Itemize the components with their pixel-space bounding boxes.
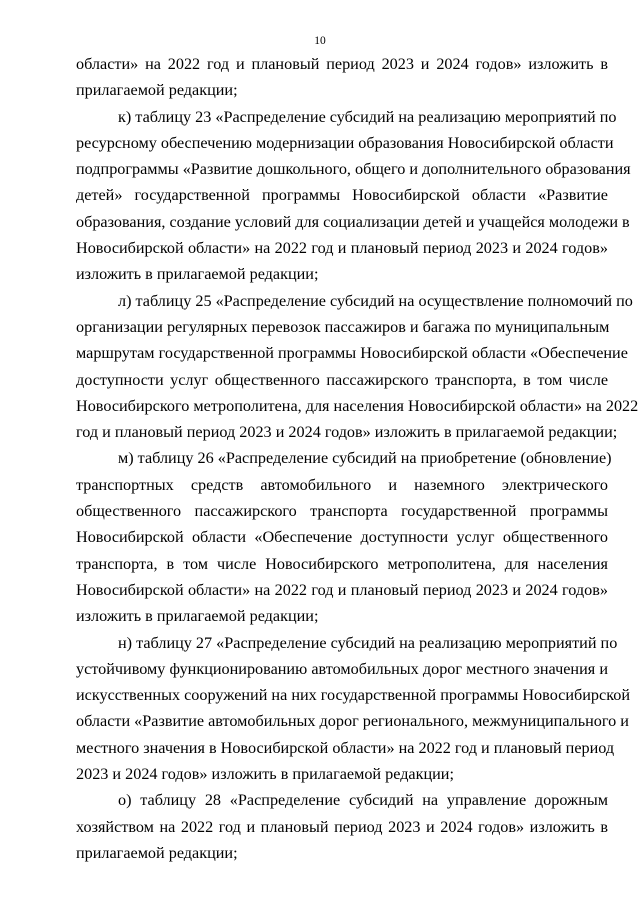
text-line: м) таблицу 26 «Распределение субсидий на приобретение (обновление) (118, 449, 612, 468)
text-line: год и плановый период 2023 и 2024 годов» изложить в прилагаемой редакции; (76, 423, 618, 442)
text-line: области» на 2022 год и плановый период 2023 и 2024 годов» изложить в (76, 55, 608, 73)
document-body (76, 51, 639, 866)
text-line: изложить в прилагаемой редакции; (76, 607, 319, 626)
text-line: Новосибирской области «Обеспечение доступности услуг общественного (76, 528, 608, 547)
text-line: области «Развитие автомобильных дорог регионального, межмуниципального и (76, 712, 629, 731)
text-line: транспортных средств автомобильного и наземного электрического (76, 475, 608, 494)
text-line: н) таблицу 27 «Распределение субсидий на реализацию мероприятий по (118, 633, 618, 652)
text-line: прилагаемой редакции; (76, 843, 238, 862)
paragraph-k (76, 104, 631, 288)
text-line: местного значения в Новосибирской области» на 2022 год и плановый период (76, 738, 615, 757)
text-line: Новосибирского метрополитена, для населения Новосибирской области» на 2022 (76, 396, 639, 415)
text-line: изложить в прилагаемой редакции; (76, 265, 319, 284)
page-number: 10 (314, 35, 326, 47)
text-line: Новосибирской области» на 2022 год и плановый период 2023 и 2024 годов» (76, 239, 608, 258)
paragraph-l (76, 288, 639, 446)
text-line: ресурсному обеспечению модернизации образования Новосибирской области (76, 133, 614, 152)
text-line: искусственных сооружений на них государственной программы Новосибирской (76, 686, 631, 705)
paragraph-n (76, 630, 631, 788)
paragraph-m (76, 445, 612, 629)
text-line: общественного пассажирского транспорта государственной программы (76, 502, 608, 521)
text-line: к) таблицу 23 «Распределение субсидий на реализацию мероприятий по (118, 107, 617, 126)
text-line: Новосибирской области» на 2022 год и плановый период 2023 и 2024 годов» (76, 580, 608, 599)
text-line: доступности услуг общественного пассажирского транспорта, в том числе (76, 370, 608, 389)
text-line: маршрутам государственной программы Новосибирской области «Обеспечение (76, 344, 628, 363)
text-line: хозяйством на 2022 год и плановый период 2023 и 2024 годов» изложить в (76, 817, 608, 836)
text-line: детей» государственной программы Новосибирской области «Развитие (76, 186, 608, 205)
paragraph-continuation (76, 51, 608, 104)
text-line: л) таблицу 25 «Распределение субсидий на осуществление полномочий по (118, 291, 633, 310)
text-line: организации регулярных перевозок пассажиров и багажа по муниципальным (76, 317, 610, 336)
text-line: образования, создание условий для социализации детей и учащейся молодежи в (76, 212, 630, 231)
text-line: подпрограммы «Развитие дошкольного, общего и дополнительного образования (76, 160, 631, 179)
text-line: прилагаемой редакции; (76, 81, 238, 100)
paragraph-o (76, 787, 608, 866)
text-line: устойчивому функционированию автомобильных дорог местного значения и (76, 659, 608, 678)
text-line: 2023 и 2024 годов» изложить в прилагаемой редакции; (76, 765, 454, 784)
text-line: о) таблицу 28 «Распределение субсидий на управление дорожным (118, 791, 608, 810)
text-line: транспорта, в том числе Новосибирского метрополитена, для населения (76, 554, 608, 573)
